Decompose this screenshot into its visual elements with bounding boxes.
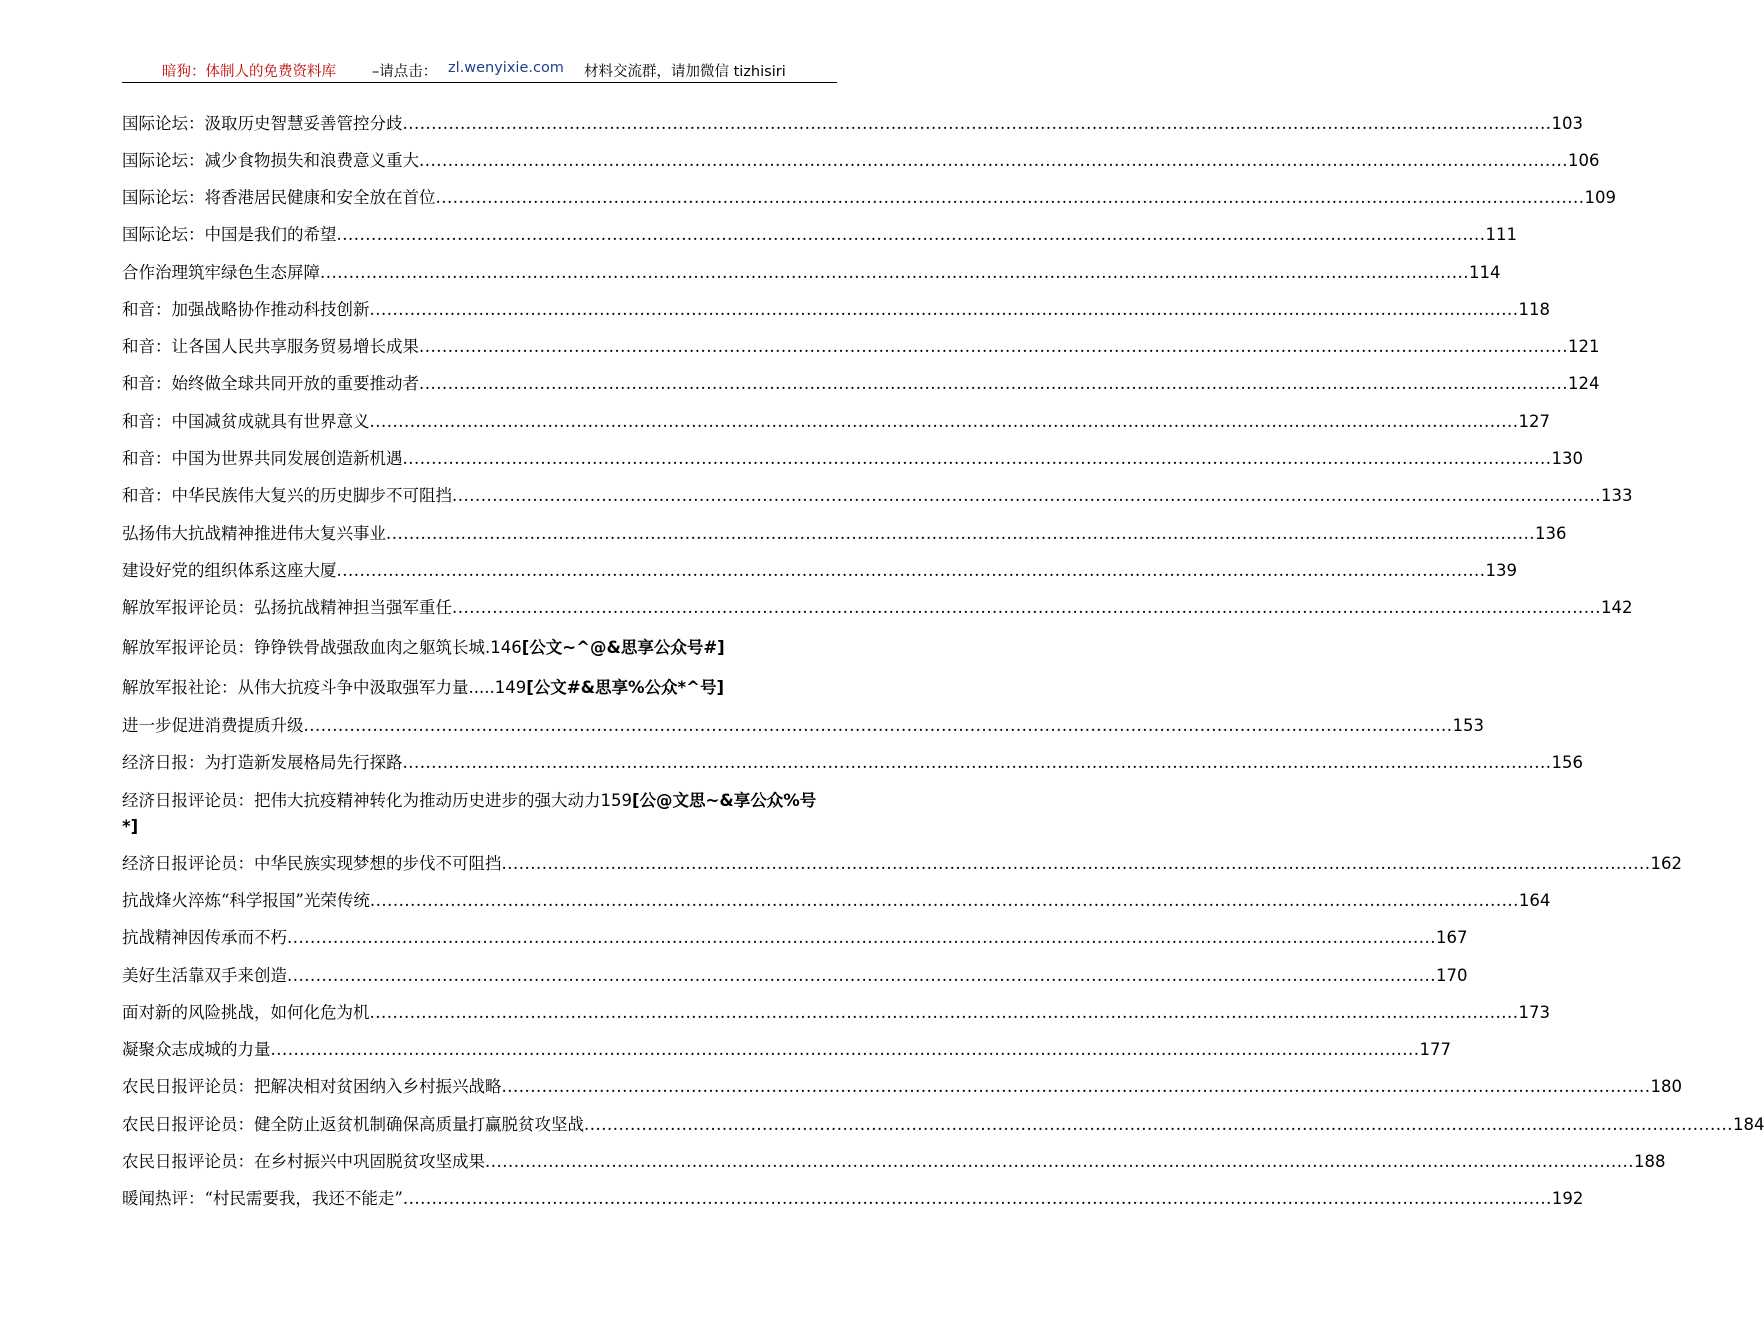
toc-entry-page: 111	[1485, 225, 1517, 244]
toc-entry-page: 121	[1567, 337, 1600, 356]
toc-entry-title: 和音：让各国人民共享服务贸易增长成果	[122, 337, 419, 356]
toc-entry-suffix: [公文#&思享%公众*^号]	[526, 678, 725, 697]
toc-entry-page: 114	[1468, 263, 1501, 282]
toc-entry-title: 弘扬伟大抗战精神推进伟大复兴事业	[122, 524, 386, 543]
toc-entry-leader: ........................................................................................................................................................................................................	[435, 188, 1585, 207]
toc-entry-title: 和音：加强战略协作推动科技创新	[122, 300, 370, 319]
toc-entry-title: 国际论坛：将香港居民健康和安全放在首位	[122, 188, 436, 207]
toc-entry[interactable]	[122, 594, 1633, 622]
toc-entry-leader: ........................................................................................................................................................................................................	[369, 412, 1519, 431]
toc-entry-leader: ........................................................................................................................................................................................................	[402, 753, 1552, 772]
toc-entry-leader: ........................................................................................................................................................................................................	[501, 854, 1651, 873]
toc-entry-title: 经济日报评论员：中华民族实现梦想的步伐不可阻挡	[122, 854, 502, 873]
toc-entry-title: 农民日报评论员：在乡村振兴中巩固脱贫攻坚成果	[122, 1152, 485, 1171]
toc-entry-title: 农民日报评论员：把解决相对贫困纳入乡村振兴战略	[122, 1077, 502, 1096]
toc-entry-leader: ........................................................................................................................................................................................................	[369, 1003, 1519, 1022]
toc-entry[interactable]	[122, 1185, 1584, 1213]
toc-entry-leader: ........................................................................................................................................................................................................	[336, 561, 1486, 580]
toc-entry[interactable]	[122, 962, 1468, 990]
toc-entry[interactable]	[122, 482, 1633, 510]
toc-entry-leader: ........................................................................................................................................................................................................	[419, 151, 1568, 170]
toc-entry-title: 国际论坛：汲取历史智慧妥善管控分歧	[122, 114, 403, 133]
toc-entry[interactable]	[122, 887, 1551, 915]
toc-entry[interactable]	[122, 110, 1583, 138]
toc-entry-leader: ........................................................................................................................................................................................................	[452, 598, 1601, 617]
toc-entry[interactable]	[122, 850, 1682, 878]
toc-entry[interactable]	[122, 788, 822, 840]
toc-entry-leader: ........................................................................................................................................................................................................	[369, 300, 1519, 319]
toc-entry-leader: ........................................................................................................................................................................................................	[336, 225, 1486, 244]
toc-entry-title: 经济日报：为打造新发展格局先行探路	[122, 753, 403, 772]
toc-entry-title: 经济日报评论员：把伟大抗疫精神转化为推动历史进步的强大动力	[122, 791, 601, 810]
toc-entry-title: 美好生活靠双手来创造	[122, 966, 287, 985]
toc-entry-leader: ........................................................................................................................................................................................................	[402, 114, 1552, 133]
toc-entry-suffix: [公文~^@&思享公众号#]	[521, 638, 725, 657]
toc-entry[interactable]	[122, 674, 787, 702]
toc-entry-page: 118	[1518, 300, 1550, 319]
toc-entry-leader: .....	[468, 678, 495, 697]
toc-entry-leader: ........................................................................................................................................................................................................	[419, 374, 1568, 393]
toc-entry-leader: ........................................................................................................................................................................................................	[287, 966, 1436, 985]
header-click-prefix: –请点击：	[372, 64, 438, 80]
toc-entry-page: 133	[1600, 486, 1633, 505]
toc-entry-page: 167	[1435, 928, 1468, 947]
toc-entry-leader: ........................................................................................................................................................................................................	[501, 1077, 1651, 1096]
toc-entry-title: 农民日报评论员：健全防止返贫机制确保高质量打赢脱贫攻坚战	[122, 1115, 584, 1134]
toc-entry[interactable]	[122, 408, 1550, 436]
toc-entry-page: 177	[1419, 1040, 1451, 1059]
toc-entry-leader: ........................................................................................................................................................................................................	[270, 1040, 1420, 1059]
toc-entry-title: 和音：中国减贫成就具有世界意义	[122, 412, 370, 431]
toc-entry[interactable]	[122, 634, 787, 662]
toc-entry-title: 进一步促进消费提质升级	[122, 716, 304, 735]
toc-entry-leader: ........................................................................................................................................................................................................	[320, 263, 1469, 282]
toc-entry-page: 139	[1485, 561, 1517, 580]
toc-entry-page: 180	[1650, 1077, 1682, 1096]
toc-entry-page: 184	[1732, 1115, 1764, 1134]
toc-entry[interactable]	[122, 1036, 1451, 1064]
toc-entry-title: 和音：始终做全球共同开放的重要推动者	[122, 374, 419, 393]
toc-entry[interactable]	[122, 924, 1468, 952]
toc-entry[interactable]	[122, 520, 1567, 548]
toc-entry[interactable]	[122, 712, 1484, 740]
toc-entry-title: 解放军报评论员：铮铮铁骨战强敌血肉之躯筑长城	[122, 638, 485, 657]
toc-entry-page: 164	[1518, 891, 1551, 910]
toc-entry-title: 暖闻热评：“村民需要我，我还不能走”	[122, 1189, 403, 1208]
toc-entry-title: 建设好党的组织体系这座大厦	[122, 561, 337, 580]
toc-entry-page: 146	[490, 638, 522, 657]
toc-entry-page: 156	[1551, 753, 1583, 772]
toc-entry-leader: ........................................................................................................................................................................................................	[452, 486, 1601, 505]
toc-entry-leader: ........................................................................................................................................................................................................	[584, 1115, 1733, 1134]
toc-entry[interactable]	[122, 1111, 1764, 1139]
toc-entry-page: 192	[1551, 1189, 1584, 1208]
toc-entry-page: 170	[1435, 966, 1468, 985]
toc-entry[interactable]	[122, 259, 1501, 287]
toc-entry-leader: ........................................................................................................................................................................................................	[402, 1189, 1552, 1208]
toc-entry[interactable]	[122, 749, 1583, 777]
toc-entry-leader: ........................................................................................................................................................................................................	[303, 716, 1453, 735]
toc-entry-page: 142	[1600, 598, 1633, 617]
toc-entry[interactable]	[122, 1148, 1666, 1176]
header-url-link[interactable]: zl.wenyixie.com	[448, 60, 564, 76]
toc-entry-title: 解放军报评论员：弘扬抗战精神担当强军重任	[122, 598, 452, 617]
toc-entry-title: 抗战精神因传承而不朽	[122, 928, 287, 947]
toc-entry-title: 国际论坛：中国是我们的希望	[122, 225, 337, 244]
toc-entry[interactable]	[122, 147, 1600, 175]
toc-entry-leader: ........................................................................................................................................................................................................	[386, 524, 1535, 543]
toc-entry-title: 国际论坛：减少食物损失和浪费意义重大	[122, 151, 419, 170]
toc-entry-title: 凝聚众志成城的力量	[122, 1040, 271, 1059]
toc-entry-leader: ........................................................................................................................................................................................................	[402, 449, 1552, 468]
toc-entry-page: 188	[1633, 1152, 1666, 1171]
toc-entry-leader: ........................................................................................................................................................................................................	[287, 928, 1436, 947]
toc-entry-title: 和音：中国为世界共同发展创造新机遇	[122, 449, 403, 468]
toc-entry[interactable]	[122, 1073, 1682, 1101]
toc-entry-page: 127	[1518, 412, 1550, 431]
toc-entry[interactable]	[122, 999, 1550, 1027]
toc-entry-leader: ........................................................................................................................................................................................................	[485, 1152, 1634, 1171]
toc-entry-title: 合作治理筑牢绿色生态屏障	[122, 263, 320, 282]
toc-entry-page: 124	[1567, 374, 1600, 393]
toc-entry-page: 109	[1584, 188, 1616, 207]
toc-entry-page: 136	[1534, 524, 1567, 543]
toc-entry-leader: .	[485, 638, 491, 657]
toc-entry-title: 面对新的风险挑战，如何化危为机	[122, 1003, 370, 1022]
toc-entry[interactable]	[122, 221, 1517, 249]
toc-entry[interactable]	[122, 445, 1583, 473]
toc-entry[interactable]	[122, 296, 1550, 324]
toc-entry-leader: ........................................................................................................................................................................................................	[369, 891, 1519, 910]
toc-entry[interactable]	[122, 557, 1517, 585]
toc-entry[interactable]	[122, 333, 1600, 361]
toc-entry-page: 159	[600, 791, 632, 810]
toc-entry-page: 103	[1551, 114, 1583, 133]
toc-entry-page: 130	[1551, 449, 1583, 468]
header-brand: 暗狗：体制人的免费资料库	[162, 64, 336, 80]
toc-entry-title: 和音：中华民族伟大复兴的历史脚步不可阻挡	[122, 486, 452, 505]
toc-entry[interactable]	[122, 184, 1616, 212]
header-wechat-note: 材料交流群，请加微信 tizhisiri	[584, 64, 786, 80]
toc-entry-page: 162	[1650, 854, 1682, 873]
toc-entry-page: 153	[1452, 716, 1484, 735]
toc-entry[interactable]	[122, 370, 1600, 398]
toc-entry-suffix: [公@文思~&享公众%号*]	[122, 791, 817, 836]
toc-entry-page: 149	[494, 678, 527, 697]
toc-entry-title: 解放军报社论：从伟大抗疫斗争中汲取强军力量	[122, 678, 469, 697]
toc-entry-leader: ........................................................................................................................................................................................................	[419, 337, 1568, 356]
toc-entry-title: 抗战烽火淬炼“科学报国”光荣传统	[122, 891, 370, 910]
toc-entry-page: 173	[1518, 1003, 1550, 1022]
toc-entry-page: 106	[1567, 151, 1600, 170]
page-header	[122, 58, 837, 83]
